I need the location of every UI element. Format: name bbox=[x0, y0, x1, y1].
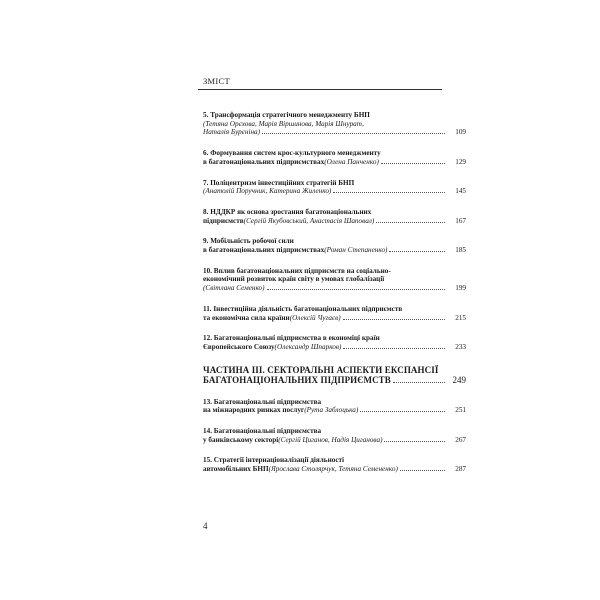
toc-entry bbox=[203, 208, 466, 225]
toc-entry-title: у банківському секторі bbox=[203, 435, 279, 444]
toc-entry-title: 6. Формування систем крос-культурного менеджменту bbox=[203, 149, 381, 158]
toc-entry-authors: (Сергій Циганов, Надія Циганова) bbox=[278, 435, 383, 444]
toc-entry-line bbox=[203, 246, 466, 255]
toc-entry-title: економічний розвиток країн світу в умовах глобалізації bbox=[203, 275, 385, 284]
toc-leader-dots bbox=[267, 284, 445, 290]
toc-leader-dots bbox=[343, 314, 445, 320]
toc-entry-authors: (Сергій Якубовський, Анастасія Шаповал) bbox=[243, 216, 375, 225]
toc-entry-line bbox=[203, 217, 466, 226]
toc-entry-line bbox=[203, 128, 466, 137]
toc-entry-line bbox=[203, 179, 466, 188]
toc-entry-line bbox=[203, 375, 466, 386]
page-number: 4 bbox=[203, 521, 208, 531]
toc-entry-title: підприємств bbox=[203, 216, 244, 225]
toc-page-number: 287 bbox=[455, 465, 466, 474]
toc-entry bbox=[203, 334, 466, 351]
toc-entry-title: 11. Інвестиційна діяльність багатонаціональних підприємств bbox=[203, 304, 403, 313]
toc-entry-line bbox=[203, 465, 466, 474]
table-of-contents bbox=[203, 99, 466, 474]
toc-entry bbox=[203, 427, 466, 444]
toc-entry-line bbox=[203, 275, 466, 284]
toc-entry bbox=[203, 305, 466, 322]
toc-leader-dots bbox=[262, 128, 445, 134]
toc-entry-title: Європейського Союзу bbox=[203, 342, 275, 351]
toc-entry-line bbox=[203, 120, 466, 129]
toc-page-number: 233 bbox=[455, 342, 466, 351]
toc-entry bbox=[203, 267, 466, 293]
toc-entry-title: БАГАТОНАЦІОНАЛЬНИХ ПІДПРИЄМСТВ bbox=[203, 375, 391, 386]
toc-page-number: 109 bbox=[455, 128, 466, 137]
toc-entry-line bbox=[203, 237, 466, 246]
toc-page-number: 215 bbox=[455, 313, 466, 322]
toc-entry-title: 7. Поліцентризм інвестиційних стратегій БНП bbox=[203, 178, 355, 187]
toc-entry-line bbox=[203, 456, 466, 465]
toc-entry-line bbox=[203, 406, 466, 415]
toc-entry-line bbox=[203, 427, 466, 436]
toc-page-number: 185 bbox=[455, 246, 466, 255]
toc-leader-dots bbox=[381, 158, 445, 164]
toc-page-number: 129 bbox=[455, 157, 466, 166]
toc-entry-line bbox=[203, 365, 466, 376]
toc-entry-title: 14. Багатонаціональні підприємства bbox=[203, 427, 322, 436]
toc-entry-authors: (Анатолій Поручник, Катерина Жиленко) bbox=[203, 187, 332, 196]
toc-page-number: 167 bbox=[455, 216, 466, 225]
toc-entry-authors: (Олександр Шпарков) bbox=[274, 342, 342, 351]
toc-entry-line bbox=[203, 334, 466, 343]
toc-entry-title: 5. Трансформація стратегічного менеджменту БНП bbox=[203, 111, 370, 119]
toc-entry-authors: (Олексій Чугаєв) bbox=[289, 313, 341, 322]
toc-entry bbox=[203, 179, 466, 196]
toc-entry-title: в багатонаціональних підприємствах bbox=[203, 157, 325, 166]
page-header-title: ЗМІСТ bbox=[203, 76, 231, 86]
toc-page-number: 199 bbox=[455, 284, 466, 293]
toc-entry-title: 12. Багатонаціональні підприємства в економіці країн bbox=[203, 334, 380, 343]
toc-entry-line bbox=[203, 158, 466, 167]
toc-entry-line bbox=[203, 187, 466, 196]
toc-entry-authors: (Тетяна Орєхова, Марія Віршинова, Марія Шнурат, bbox=[203, 119, 364, 128]
toc-page-number: 251 bbox=[455, 406, 466, 415]
toc-page-number: 145 bbox=[455, 187, 466, 196]
toc-leader-dots bbox=[389, 246, 445, 252]
header-rule bbox=[198, 89, 442, 90]
toc-leader-dots bbox=[400, 465, 445, 471]
toc-entry-authors: (Рута Заблоцька) bbox=[304, 406, 359, 415]
toc-entry-authors: (Роман Степаненко) bbox=[324, 246, 388, 255]
toc-entry-title: 15. Стратегії інтернаціоналізації діяльності bbox=[203, 456, 345, 465]
toc-entry bbox=[203, 398, 466, 415]
toc-entry-title: 9. Мобільність робочої сили bbox=[203, 237, 294, 246]
toc-page-number: 249 bbox=[452, 375, 466, 386]
toc-leader-dots bbox=[376, 217, 445, 223]
toc-entry-line bbox=[203, 208, 466, 217]
toc-leader-dots bbox=[343, 343, 445, 349]
toc-entry-line bbox=[203, 314, 466, 323]
toc-entry-line bbox=[203, 305, 466, 314]
toc-entry-title: та економічна сила країни bbox=[203, 313, 290, 322]
toc-entry-line bbox=[203, 343, 466, 352]
toc-leader-dots bbox=[384, 436, 445, 442]
toc-entry-title: в багатонаціональних підприємствах bbox=[203, 246, 325, 255]
toc-entry-title: 10. Вплив багатонаціональних підприємств на соціально- bbox=[203, 266, 391, 275]
toc-part-heading bbox=[203, 365, 466, 386]
toc-entry-title: 8. НДДКР як основа зростання багатонаціональних bbox=[203, 207, 372, 216]
toc-leader-dots bbox=[360, 406, 445, 412]
toc-entry-authors: (Світлана Семенко) bbox=[203, 284, 265, 293]
toc-entry-authors: (Ярослава Столярчук, Тетяна Семененко) bbox=[268, 465, 398, 474]
toc-entry-line bbox=[203, 111, 466, 120]
toc-page-number: 267 bbox=[455, 435, 466, 444]
toc-entry-authors: Наталія Бурєніна) bbox=[203, 128, 261, 137]
toc-leader-dots bbox=[393, 377, 445, 383]
toc-entry-line bbox=[203, 284, 466, 293]
toc-entry-authors: (Олена Панченко) bbox=[324, 157, 379, 166]
toc-entry-title: 13. Багатонаціональні підприємства bbox=[203, 397, 322, 406]
toc-entry-line bbox=[203, 149, 466, 158]
toc-entry-title: ЧАСТИНА ІІІ. СЕКТОРАЛЬНІ АСПЕКТИ ЕКСПАНСІЇ bbox=[203, 364, 439, 375]
toc-entry-title: на міжнародних ринках послуг bbox=[203, 406, 305, 415]
toc-entry bbox=[203, 237, 466, 254]
toc-entry bbox=[203, 111, 466, 137]
toc-entry-line bbox=[203, 436, 466, 445]
toc-entry bbox=[203, 456, 466, 473]
toc-entry bbox=[203, 149, 466, 166]
toc-entry-title: автомобільних БНП bbox=[203, 465, 269, 474]
toc-leader-dots bbox=[333, 187, 445, 193]
